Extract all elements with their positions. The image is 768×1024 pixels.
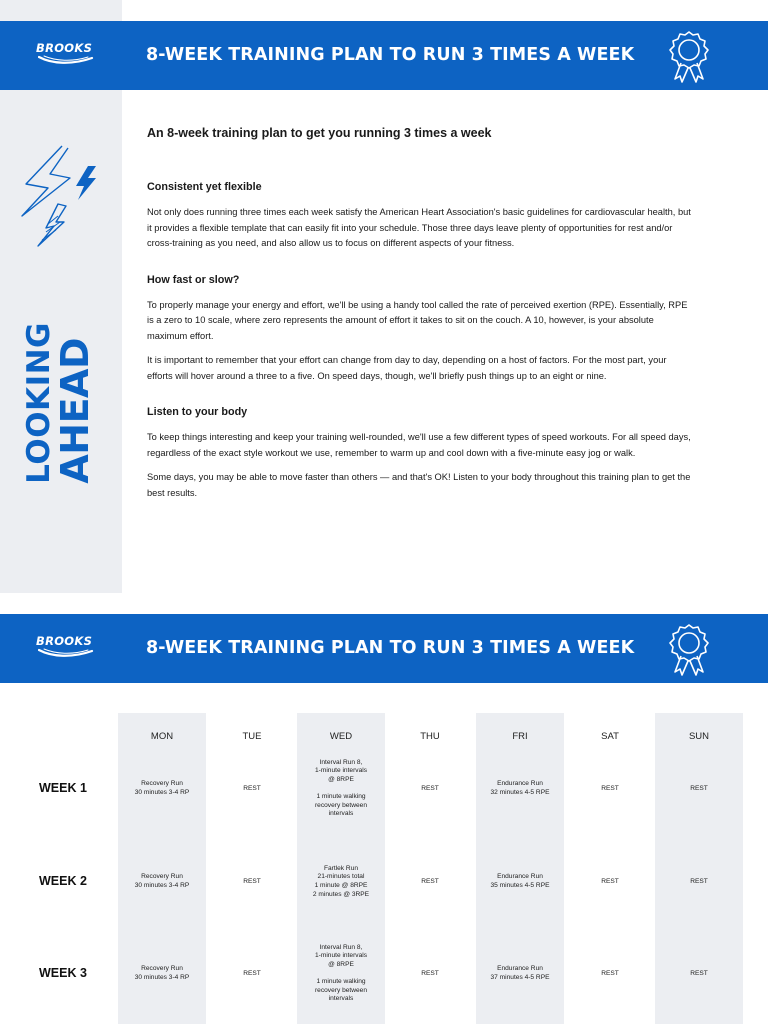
cell-line: REST: [601, 877, 619, 885]
brand-swoosh-icon: [38, 54, 94, 66]
schedule-cell: [118, 873, 206, 890]
cell-line: 1-minute intervals: [314, 767, 368, 775]
cell-line: Recovery Run: [141, 873, 183, 881]
award-ribbon-icon: [664, 29, 714, 85]
cell-line: 30 minutes 3-4 RP: [134, 973, 190, 981]
week-label: WEEK 3: [39, 966, 87, 980]
schedule-cell: [476, 780, 564, 797]
article-title: An 8-week training plan to get you running 3 times a week: [147, 126, 492, 140]
section-heading: Consistent yet flexible: [147, 181, 262, 193]
cell-line: Endurance Run: [497, 780, 543, 788]
cell-line: 1-minute intervals: [314, 952, 368, 960]
paragraph: Some days, you may be able to move faster than others — and that's OK! Listen to your body throughout this training plan to get the best results.: [147, 472, 691, 498]
day-header-wed: WED: [329, 731, 353, 742]
cell-line: REST: [243, 784, 261, 792]
schedule-cell: [297, 944, 385, 1004]
schedule-cell: [118, 780, 206, 797]
week-label: WEEK 1: [39, 781, 87, 795]
cell-line: REST: [243, 969, 261, 977]
cell-line: 35 minutes 4-5 RPE: [490, 881, 550, 889]
cell-line: REST: [690, 784, 708, 792]
schedule-cell: [386, 785, 474, 794]
cell-line: 32 minutes 4-5 RPE: [490, 788, 550, 796]
day-header-sun: SUN: [688, 731, 710, 742]
cell-line: intervals: [328, 810, 354, 818]
cell-line: REST: [243, 877, 261, 885]
schedule-title: 8-WEEK TRAINING PLAN TO RUN 3 TIMES A WEEK: [146, 638, 635, 658]
schedule-cell: [566, 970, 654, 979]
cell-line: Interval Run 8,: [319, 943, 363, 951]
cell-line: Recovery Run: [141, 780, 183, 788]
schedule-cell: [386, 878, 474, 887]
brand-logo-text: BROOKS: [36, 41, 93, 55]
day-header-sat: SAT: [601, 731, 619, 742]
schedule-cell: [655, 878, 743, 887]
award-ribbon-icon: [664, 622, 714, 678]
schedule-cell: [208, 785, 296, 794]
section-heading: How fast or slow?: [147, 273, 240, 286]
schedule-cell: [297, 759, 385, 819]
cell-line: recovery between: [314, 986, 368, 994]
cell-line: Fartlek Run: [323, 864, 359, 872]
header-banner: [0, 21, 768, 90]
paragraph: To properly manage your energy and effort, we'll be using a handy tool called the rate of perceived exertion (RPE). Essentially, RPE is a zero to 10 scale, where zero represents the amount of effort it takes to sit on the couch. A 10, however, is your absolute maximum effort.: [147, 299, 688, 341]
cell-line: 30 minutes 3-4 RP: [134, 881, 190, 889]
cell-line: [297, 970, 385, 979]
schedule-cell: [566, 878, 654, 887]
heading-line-ahead: AHEAD: [53, 338, 97, 484]
schedule-cell: [655, 970, 743, 979]
cell-line: Endurance Run: [497, 965, 543, 973]
cell-line: Endurance Run: [497, 873, 543, 881]
lightning-bolts-icon: [18, 142, 110, 252]
paragraph: It is important to remember that your effort can change from day to day, depending on a host of factors. For the most part, your efforts will hover around a three to a five. On speed days, though, we'll briefly push things up to an eight or nine.: [147, 355, 667, 381]
cell-line: REST: [421, 877, 439, 885]
schedule-cell: [386, 970, 474, 979]
cell-line: 1 minute walking: [316, 793, 366, 801]
cell-line: REST: [690, 877, 708, 885]
cell-line: intervals: [328, 995, 354, 1003]
cell-line: REST: [601, 784, 619, 792]
heading-line-looking: LOOKING: [21, 322, 57, 484]
schedule-cell: [476, 965, 564, 982]
schedule-cell: [118, 965, 206, 982]
cell-line: @ 8RPE: [328, 961, 354, 969]
cell-line: Interval Run 8,: [319, 758, 363, 766]
page-title: 8-WEEK TRAINING PLAN TO RUN 3 TIMES A WEEK: [146, 45, 635, 65]
schedule-cell: [208, 970, 296, 979]
schedule-cell: [476, 873, 564, 890]
cell-line: 2 minutes @ 3RPE: [312, 890, 370, 898]
day-header-mon: MON: [150, 731, 174, 742]
schedule-cell: [655, 785, 743, 794]
schedule-cell: [297, 865, 385, 899]
day-header-thu: THU: [420, 731, 440, 742]
brand-logo: [36, 634, 96, 664]
cell-line: 1 minute walking: [316, 978, 366, 986]
cell-line: @ 8RPE: [328, 776, 354, 784]
cell-line: [297, 785, 385, 794]
cell-line: 21-minutes total: [317, 873, 365, 881]
cell-line: REST: [421, 784, 439, 792]
cell-line: 30 minutes 3-4 RP: [134, 788, 190, 796]
brand-logo-text: BROOKS: [36, 634, 93, 648]
brand-logo: [36, 41, 96, 71]
cell-line: 1 minute @ 8RPE: [314, 881, 368, 889]
cell-line: REST: [601, 969, 619, 977]
article: [147, 124, 693, 510]
week-label: WEEK 2: [39, 874, 87, 888]
cell-line: 37 minutes 4-5 RPE: [490, 973, 550, 981]
section-heading: Listen to your body: [147, 406, 248, 418]
day-header-tue: TUE: [242, 731, 262, 742]
training-schedule-table: [0, 713, 768, 1024]
cell-line: REST: [690, 969, 708, 977]
looking-ahead-heading: [21, 312, 100, 484]
day-header-fri: FRI: [512, 731, 528, 742]
cell-line: REST: [421, 969, 439, 977]
schedule-banner: [0, 614, 768, 683]
paragraph: To keep things interesting and keep your training well-rounded, we'll use a few different types of speed workouts. For all speed days, regardless of the exact style workout we use, remember to warm up and cool down with a five-minute easy jog or walk.: [147, 432, 691, 458]
cell-line: Recovery Run: [141, 965, 183, 973]
schedule-cell: [566, 785, 654, 794]
paragraph: Not only does running three times each week satisfy the American Heart Association's basic guidelines for cardiovascular health, but it provides a flexible template that can easily fit into your schedule. Those three days leave plenty of opportunities for rest and/or cross-training as you need, and also allow us to focus on different aspects of your fitness.: [147, 207, 691, 248]
schedule-cell: [208, 878, 296, 887]
brand-swoosh-icon: [38, 647, 94, 659]
cell-line: recovery between: [314, 801, 368, 809]
